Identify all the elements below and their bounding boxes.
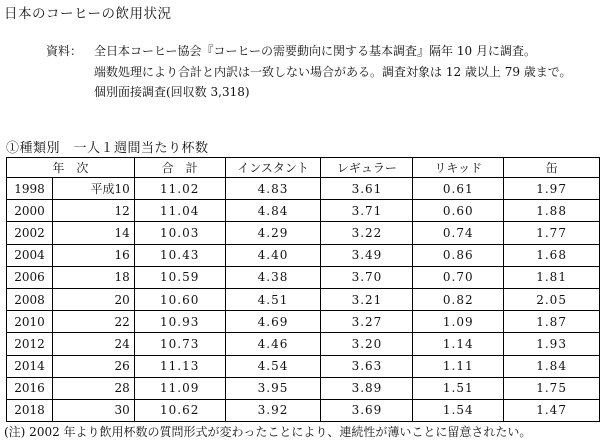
cell-era: 20 (52, 288, 134, 310)
cell-can: 1.75 (504, 377, 600, 399)
cell-liquid: 1.11 (413, 355, 504, 377)
table-row (7, 266, 600, 288)
cell-instant: 4.84 (225, 200, 321, 222)
table-row (7, 333, 600, 355)
cell-liquid: 0.61 (413, 178, 504, 200)
cell-era: 14 (52, 222, 134, 244)
cell-total: 10.59 (134, 266, 225, 288)
cell-total: 11.04 (134, 200, 225, 222)
cell-regular: 3.61 (321, 178, 413, 200)
cell-can: 1.81 (504, 266, 600, 288)
cell-regular: 3.89 (321, 377, 413, 399)
cell-can: 1.87 (504, 311, 600, 333)
cell-year: 1998 (7, 178, 53, 200)
cell-era: 26 (52, 355, 134, 377)
header-instant: インスタント (225, 158, 321, 178)
cell-regular: 3.49 (321, 244, 413, 266)
cell-year: 2018 (7, 399, 53, 421)
cell-regular: 3.70 (321, 266, 413, 288)
cell-total: 10.73 (134, 333, 225, 355)
cell-regular: 3.27 (321, 311, 413, 333)
cell-total: 11.02 (134, 178, 225, 200)
table-row (7, 399, 600, 421)
cell-instant: 4.83 (225, 178, 321, 200)
cell-can: 1.47 (504, 399, 600, 421)
table-row (7, 178, 600, 200)
cell-year: 2016 (7, 377, 53, 399)
source-line-3: 個別面接調査(回収数 3,318) (94, 85, 250, 99)
cell-era: 28 (52, 377, 134, 399)
cell-can: 1.84 (504, 355, 600, 377)
cell-liquid: 0.86 (413, 244, 504, 266)
cell-year: 2000 (7, 200, 53, 222)
cell-total: 10.62 (134, 399, 225, 421)
table-row (7, 377, 600, 399)
table-row (7, 355, 600, 377)
cell-liquid: 0.82 (413, 288, 504, 310)
cell-year: 2002 (7, 222, 53, 244)
coffee-consumption-table (6, 157, 600, 422)
cell-era: 12 (52, 200, 134, 222)
cell-regular: 3.69 (321, 399, 413, 421)
footnote: (注) 2002 年より飲用杯数の質問形式が変わったことにより、連続性が薄いことに留意されたい。 (4, 425, 532, 439)
cell-can: 1.77 (504, 222, 600, 244)
cell-era: 16 (52, 244, 134, 266)
table-row (7, 311, 600, 333)
cell-regular: 3.22 (321, 222, 413, 244)
cell-can: 1.88 (504, 200, 600, 222)
cell-era: 24 (52, 333, 134, 355)
source-line-2: 端数処理により合計と内訳は一致しない場合がある。調査対象は 12 歳以上 79 歳まで。 (94, 64, 572, 79)
cell-era: 平成10 (52, 178, 134, 200)
cell-total: 11.13 (134, 355, 225, 377)
cell-year: 2004 (7, 244, 53, 266)
cell-can: 1.68 (504, 244, 600, 266)
header-total: 合 計 (134, 158, 225, 178)
page-title: 日本のコーヒーの飲用状況 (4, 6, 172, 22)
source-line-1: 全日本コーヒー協会『コーヒーの需要動向に関する基本調査』隔年 10 月に調査。 (94, 44, 536, 58)
cell-year: 2012 (7, 333, 53, 355)
cell-year: 2008 (7, 288, 53, 310)
cell-instant: 4.54 (225, 355, 321, 377)
table-row (7, 200, 600, 222)
cell-year: 2014 (7, 355, 53, 377)
cell-year: 2010 (7, 311, 53, 333)
header-regular: レギュラー (321, 158, 413, 178)
cell-liquid: 0.60 (413, 200, 504, 222)
cell-regular: 3.21 (321, 288, 413, 310)
cell-instant: 4.29 (225, 222, 321, 244)
header-can: 缶 (504, 158, 600, 178)
cell-can: 2.05 (504, 288, 600, 310)
table-header-row (7, 158, 600, 178)
header-year: 年 次 (7, 158, 135, 178)
cell-liquid: 1.09 (413, 311, 504, 333)
cell-can: 1.93 (504, 333, 600, 355)
cell-era: 22 (52, 311, 134, 333)
cell-era: 30 (52, 399, 134, 421)
source-block (46, 41, 572, 103)
cell-total: 10.93 (134, 311, 225, 333)
cell-instant: 4.38 (225, 266, 321, 288)
cell-regular: 3.63 (321, 355, 413, 377)
cell-liquid: 1.14 (413, 333, 504, 355)
cell-year: 2006 (7, 266, 53, 288)
cell-liquid: 1.51 (413, 377, 504, 399)
cell-instant: 4.69 (225, 311, 321, 333)
cell-liquid: 0.70 (413, 266, 504, 288)
table-row (7, 244, 600, 266)
cell-can: 1.97 (504, 178, 600, 200)
table-row (7, 288, 600, 310)
cell-total: 11.09 (134, 377, 225, 399)
cell-era: 18 (52, 266, 134, 288)
cell-total: 10.60 (134, 288, 225, 310)
cell-liquid: 0.74 (413, 222, 504, 244)
cell-regular: 3.20 (321, 333, 413, 355)
table-row (7, 222, 600, 244)
table-subtitle: ①種類別 一人１週間当たり杯数 (6, 141, 209, 156)
cell-total: 10.43 (134, 244, 225, 266)
cell-total: 10.03 (134, 222, 225, 244)
cell-liquid: 1.54 (413, 399, 504, 421)
cell-instant: 4.40 (225, 244, 321, 266)
header-liquid: リキッド (413, 158, 504, 178)
source-label: 資料： (46, 44, 83, 58)
cell-instant: 4.46 (225, 333, 321, 355)
cell-instant: 3.95 (225, 377, 321, 399)
cell-regular: 3.71 (321, 200, 413, 222)
cell-instant: 4.51 (225, 288, 321, 310)
cell-instant: 3.92 (225, 399, 321, 421)
